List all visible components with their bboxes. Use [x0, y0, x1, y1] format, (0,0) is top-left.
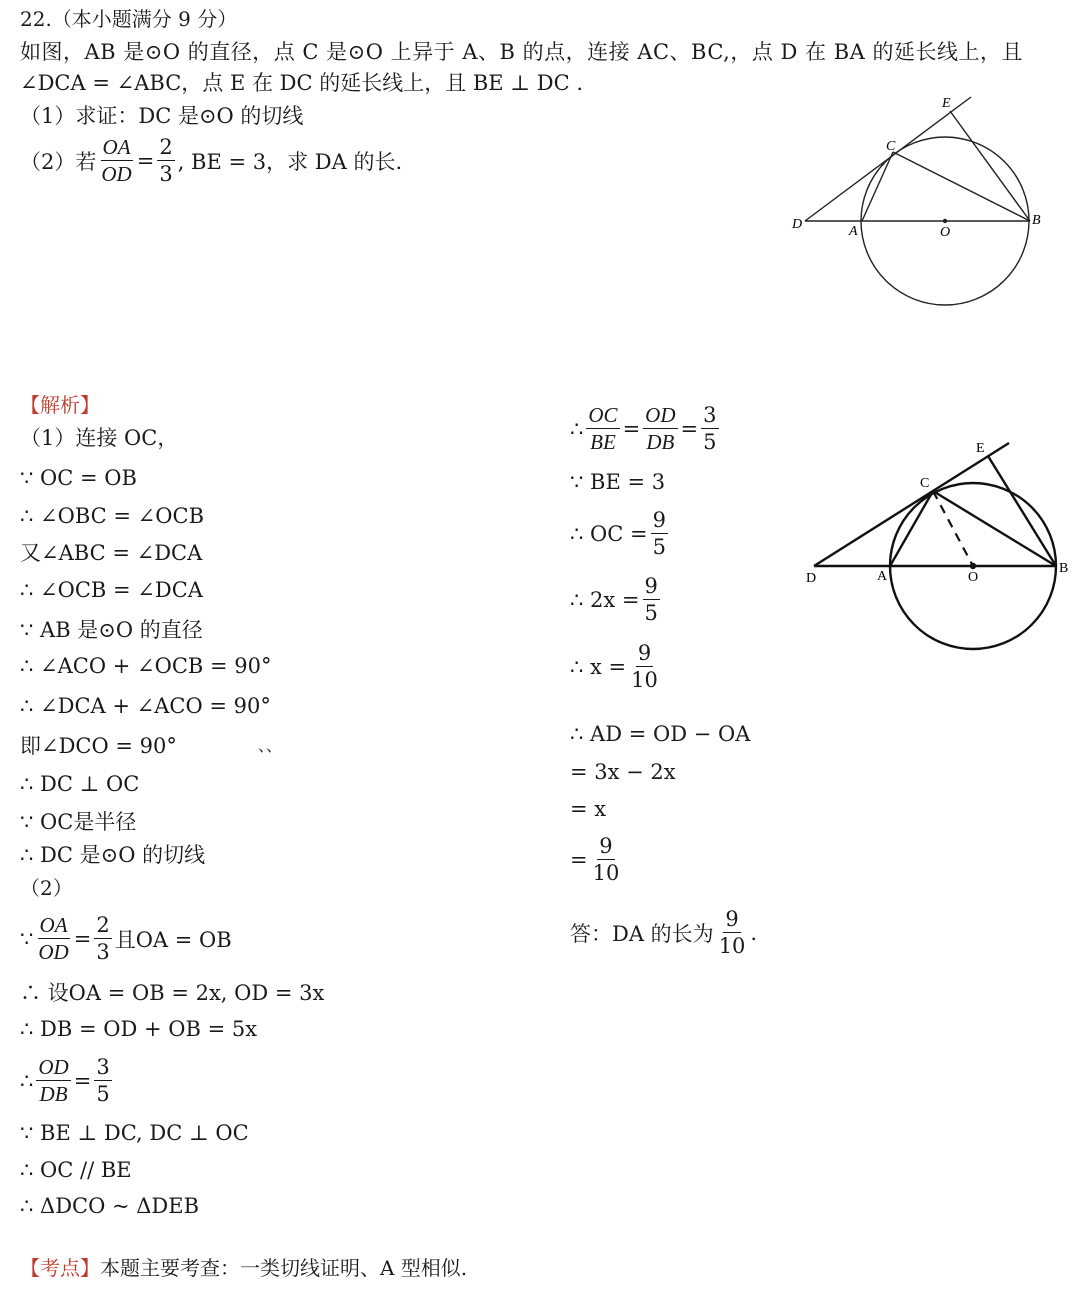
label-o: O	[940, 225, 951, 240]
label-b: B	[1032, 213, 1041, 228]
step-9-marks: 、、	[258, 736, 283, 755]
step-17-fraction-1: $\frac{OD}{DB}$	[38, 1055, 69, 1106]
right-step-4-fraction: $\frac{9}{5}$	[644, 574, 658, 625]
solution-header: 【解析】	[20, 393, 100, 417]
step-17-fraction-2: $\frac{3}{5}$	[96, 1055, 110, 1106]
label-c-2: C	[920, 476, 930, 491]
point-o-2	[970, 563, 976, 569]
problem-line-1: 如图，AB 是⊙O 的直径，点 C 是⊙O 上异于 A、B 的点，连接 AC、BC,，点 D 在 BA 的延长线上，且	[20, 40, 1023, 64]
right-step-5: ∴ x = $\frac{9}{10}$	[570, 641, 658, 692]
step-2: ∵ OC = OB	[20, 466, 137, 490]
step-9: 即∠DCO = 90°	[20, 734, 177, 758]
right-step-4: ∴ 2x = $\frac{9}{5}$	[570, 574, 658, 625]
right-step-2: ∵ BE = 3	[570, 470, 666, 494]
point-o	[943, 219, 947, 223]
label-a-2: A	[877, 569, 888, 584]
right-step-9-fraction: $\frac{9}{10}$	[592, 834, 620, 885]
answer-fraction: $\frac{9}{10}$	[718, 907, 746, 958]
right-step-3: ∴ OC = $\frac{9}{5}$	[570, 508, 666, 559]
line-ac-2	[890, 491, 933, 566]
part2-suffix: , BE = 3，求 DA 的长.	[177, 149, 403, 174]
step-5: ∴ ∠OCB = ∠DCA	[20, 578, 203, 602]
label-o-2: O	[968, 570, 979, 585]
step-14-fraction-2: $\frac{2}{3}$	[96, 913, 110, 964]
line-de	[805, 97, 971, 221]
problem-number: 22.	[20, 7, 52, 31]
right-step-1-fraction-1: $\frac{OC}{BE}$	[588, 403, 618, 454]
step-14: ∵ $\frac{OA}{OD}$ = $\frac{2}{3}$ 且OA = OB	[20, 913, 232, 964]
step-19: ∴ OC // BE	[20, 1158, 132, 1182]
step-10: ∴ DC ⊥ OC	[20, 772, 140, 796]
label-d-2: D	[806, 571, 817, 586]
label-e: E	[942, 96, 951, 111]
line-eb	[950, 111, 1030, 221]
step-1: （1）连接 OC，	[20, 426, 179, 450]
kaodian-label: 【考点】	[20, 1256, 100, 1280]
right-step-5-fraction: $\frac{9}{10}$	[631, 641, 658, 692]
right-step-9: = $\frac{9}{10}$	[570, 834, 620, 885]
right-step-7: = 3x − 2x	[570, 760, 676, 784]
step-20: ∴ ΔDCO ~ ΔDEB	[20, 1194, 200, 1218]
step-18: ∵ BE ⊥ DC, DC ⊥ OC	[20, 1121, 249, 1145]
label-d: D	[792, 217, 803, 232]
step-3: ∴ ∠OBC = ∠OCB	[20, 504, 204, 528]
step-12: ∴ DC 是⊙O 的切线	[20, 843, 206, 867]
right-step-1-fraction-3: $\frac{3}{5}$	[703, 403, 717, 454]
step-14-fraction-1: $\frac{OA}{OD}$	[38, 913, 69, 964]
problem-part-1: （1）求证：DC 是⊙O 的切线	[20, 104, 304, 128]
label-c: C	[886, 139, 896, 154]
problem-figure	[780, 90, 1050, 315]
answer-line: 答：DA 的长为 $\frac{9}{10}$ .	[570, 907, 758, 958]
step-6: ∵ AB 是⊙O 的直径	[20, 618, 203, 642]
part2-fraction-1: $\frac{OA}{OD}$	[101, 135, 132, 186]
step-16: ∴ DB = OD + OB = 5x	[20, 1017, 258, 1041]
label-b-2: B	[1059, 561, 1069, 576]
problem-line-2: ∠DCA = ∠ABC，点 E 在 DC 的延长线上，且 BE ⊥ DC .	[20, 71, 583, 95]
kaodian-text: 本题主要考查：一类切线证明、A 型相似.	[100, 1256, 468, 1280]
right-step-1-fraction-2: $\frac{OD}{DB}$	[645, 403, 676, 454]
line-cb	[893, 152, 1030, 221]
step-15: ∴ 设OA = OB = 2x, OD = 3x	[20, 981, 325, 1005]
right-step-3-fraction: $\frac{9}{5}$	[652, 508, 666, 559]
problem-header	[20, 7, 237, 31]
label-e-2: E	[976, 441, 985, 456]
problem-score: （本小题满分 9 分）	[51, 7, 238, 31]
label-a: A	[849, 224, 858, 239]
right-step-8: = x	[570, 797, 607, 821]
right-step-6: ∴ AD = OD − OA	[570, 722, 751, 746]
step-13: （2）	[20, 876, 73, 900]
problem-part-2: （2）若 $\frac{OA}{OD}$ = $\frac{2}{3}$ , BE = 3，求 DA 的长.	[20, 135, 403, 186]
step-8: ∴ ∠DCA + ∠ACO = 90°	[20, 694, 271, 718]
line-eb-2	[988, 456, 1056, 566]
step-7: ∴ ∠ACO + ∠OCB = 90°	[20, 654, 272, 678]
line-ac	[862, 152, 893, 221]
line-cb-2	[933, 491, 1056, 566]
step-11: ∵ OC是半径	[20, 810, 137, 834]
solution-figure	[800, 430, 1080, 655]
step-4: 又∠ABC = ∠DCA	[20, 541, 203, 565]
line-de-2	[814, 443, 1009, 566]
part2-fraction-2: $\frac{2}{3}$	[159, 135, 173, 186]
part2-prefix: （2）若	[20, 149, 97, 174]
step-17: ∴ $\frac{OD}{DB}$ = $\frac{3}{5}$	[20, 1055, 110, 1106]
right-step-1: ∴ $\frac{OC}{BE}$ = $\frac{OD}{DB}$ = $\frac{3}{5}$	[570, 403, 717, 454]
kaodian-line	[20, 1256, 467, 1280]
